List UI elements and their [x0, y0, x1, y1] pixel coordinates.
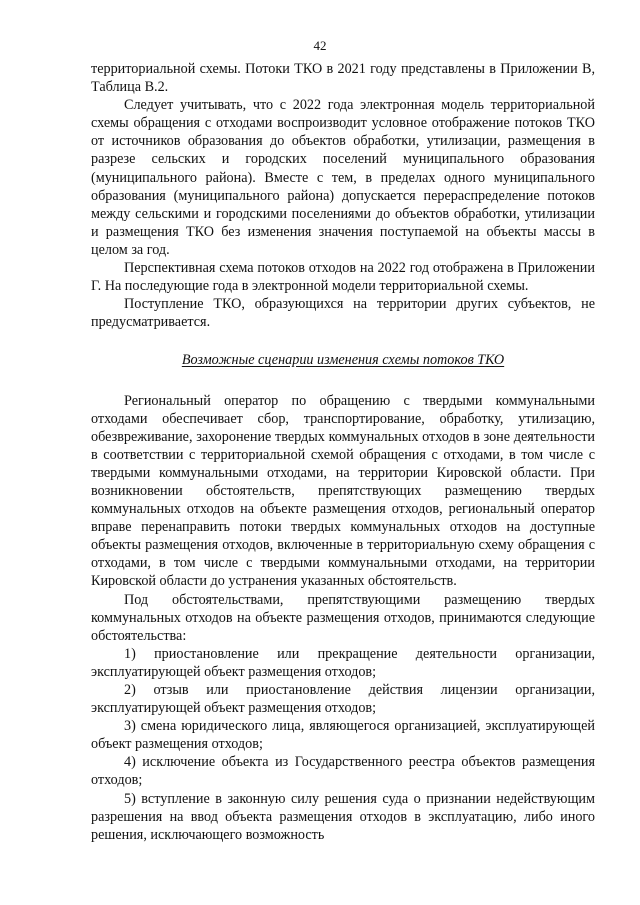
paragraph-perspective-scheme: Перспективная схема потоков отходов на 2022 год отображена в Приложении Г. На последующие года в электронной модели территориальной схемы.: [91, 260, 595, 295]
list-item-2: 2) отзыв или приостановление действия лицензии организации, эксплуатирующей объект размещения отходов;: [91, 682, 595, 717]
paragraph-other-subjects: Поступление ТКО, образующихся на территории других субъектов, не предусматривается.: [91, 296, 595, 331]
page-body: [91, 60, 595, 844]
paragraph-continuation: территориальной схемы. Потоки ТКО в 2021 году представлены в Приложении В, Таблица В.2.: [91, 61, 595, 96]
section-heading: Возможные сценарии изменения схемы потоков ТКО: [181, 352, 505, 369]
paragraph-electronic-model: Следует учитывать, что с 2022 года электронная модель территориальной схемы обращения с отходами воспроизводит условное отображение потоков ТКО от источников образования до объектов обработки, утилизации, размещения в разрезе сельских и городских поселений муниципального образования (муниципального района). Вместе с тем, в пределах одного муниципального образования (муниципального района) допускается перераспределение потоков между сельскими и городскими поселениями до объектов обработки, утилизации и размещения ТКО без изменения значения поступаемой на объекты массы в целом за год.: [91, 97, 595, 258]
paragraph-circumstances-intro: Под обстоятельствами, препятствующими размещению твердых коммунальных отходов на объекте размещения отходов, принимаются следующие обстоятельства:: [91, 591, 595, 644]
list-item-5: 5) вступление в законную силу решения суда о признании недействующим разрешения на ввод объекта размещения отходов в эксплуатацию, либо иного решения, исключающего возможность: [91, 790, 595, 843]
list-item-3: 3) смена юридического лица, являющегося организацией, эксплуатирующей объект размещения отходов;: [91, 718, 595, 753]
page-number: 42: [313, 38, 327, 53]
list-item-4: 4) исключение объекта из Государственного реестра объектов размещения отходов;: [91, 754, 595, 789]
paragraph-regional-operator: Региональный оператор по обращению с твердыми коммунальными отходами обеспечивает сбор, транспортирование, обработку, утилизацию, обезвреживание, захоронение твердых коммунальных отходов в зоне деятельности в соответствии с территориальной схемой обращения с отходами, в том числе с твердыми коммунальными отходами, на территории Кировской области. При возникновении обстоятельств, препятствующих размещению твердых коммунальных отходов на объекте размещения отходов, региональный оператор вправе перенаправить потоки твердых коммунальных отходов на доступные объекты размещения отходов, включенные в территориальную схему обращения с отходами, в том числе с твердыми коммунальными отходами, на территории Кировской области до устранения указанных обстоятельств.: [91, 392, 595, 590]
list-item-1: 1) приостановление или прекращение деятельности организации, эксплуатирующей объект размещения отходов;: [91, 645, 595, 680]
